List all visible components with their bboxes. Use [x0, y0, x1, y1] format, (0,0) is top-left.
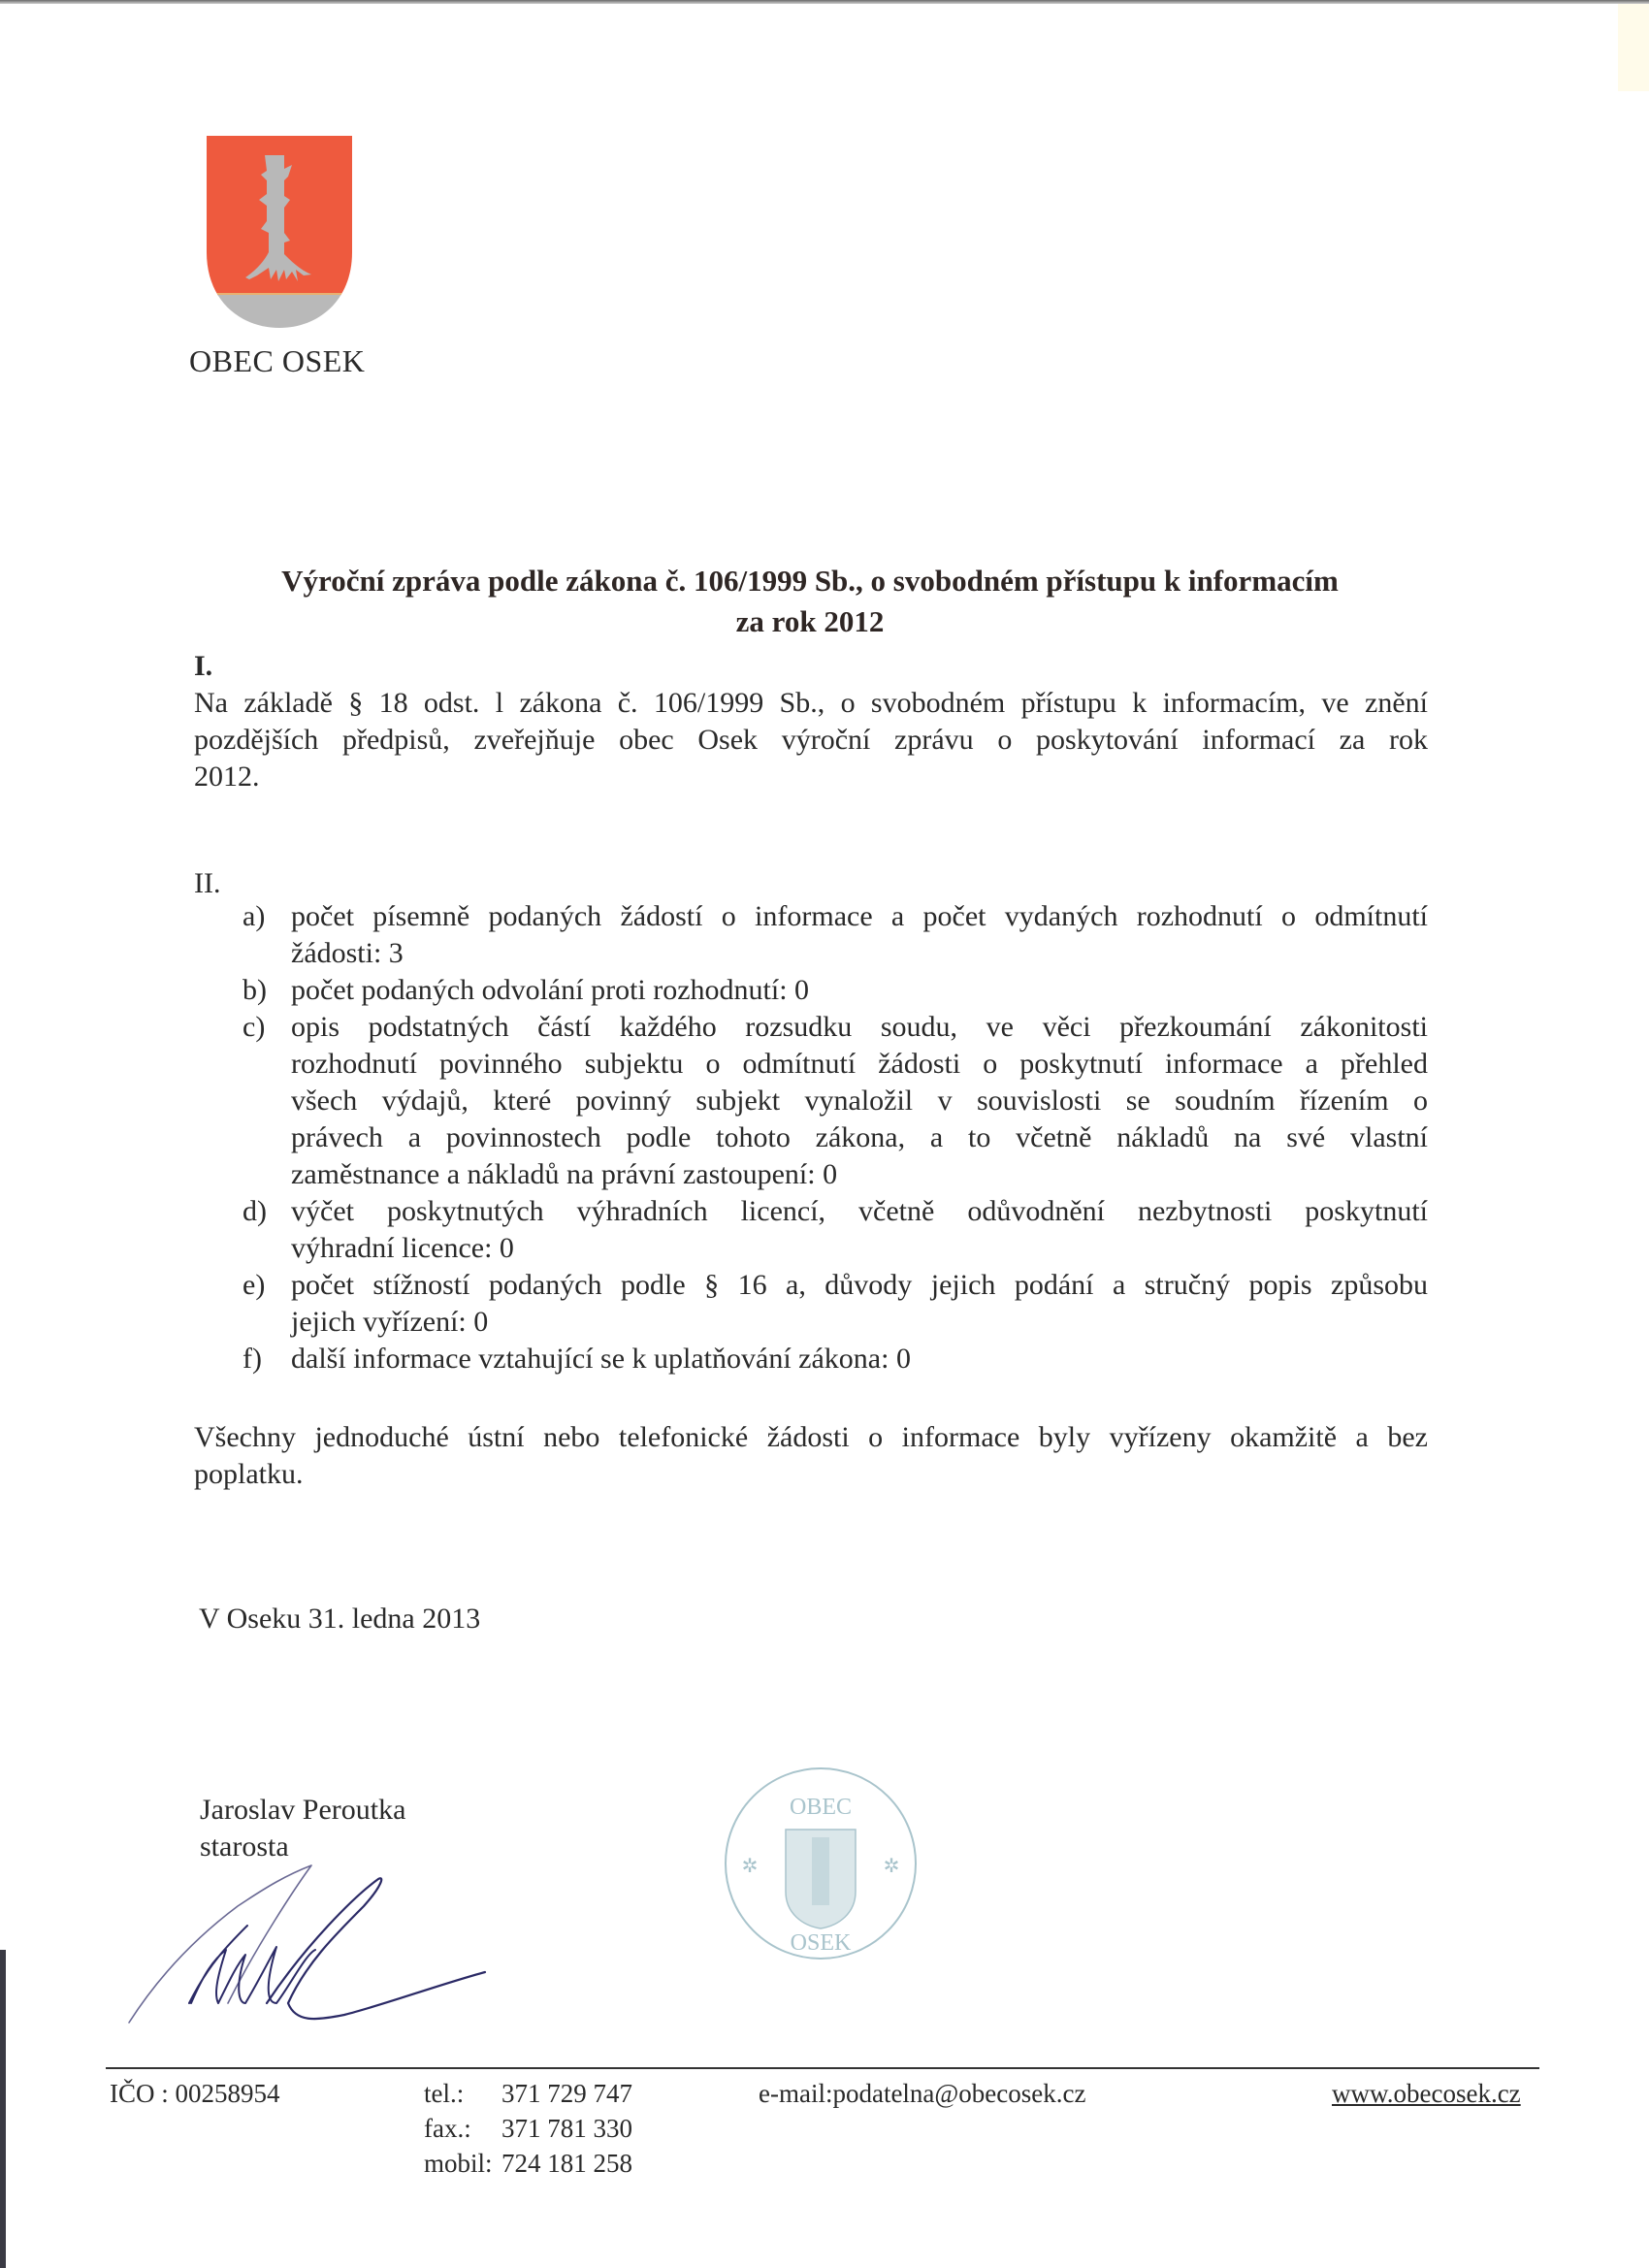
list-line: počet stížností podaných podle § 16 a, důvody jejich podání a stručný popis způsobu — [291, 1269, 1428, 1301]
signatory-name: Jaroslav Peroutka — [200, 1794, 406, 1826]
list-item-e — [242, 1267, 1428, 1341]
paragraph-line: poplatku. — [194, 1458, 304, 1490]
paragraph-line: 2012. — [194, 761, 260, 793]
list-line: počet písemně podaných žádostí o informace a počet vydaných rozhodnutí o odmítnutí — [291, 900, 1428, 932]
stamp-top-text: OBEC — [789, 1795, 853, 1820]
paragraph-line: Všechny jednoduché ústní nebo telefonické žádosti o informace byly vyřízeny okamžitě a bez — [194, 1421, 1428, 1453]
title-line-1: Výroční zpráva podle zákona č. 106/1999 Sb., o svobodném přístupu k informacím — [281, 564, 1339, 598]
official-stamp — [723, 1766, 919, 1961]
list-line: výčet poskytnutých výhradních licencí, včetně odůvodnění nezbytnosti poskytnutí — [291, 1195, 1428, 1227]
mobil-number[interactable]: 724 181 258 — [501, 2149, 632, 2178]
list-line: výhradní licence: 0 — [291, 1232, 514, 1264]
list-line: všech výdajů, které povinný subjekt vynaložil v souvislosti se soudním řízením o — [291, 1085, 1428, 1117]
list-label: b) — [242, 974, 267, 1006]
list-line: právech a povinnostech podle tohoto zákona, a to včetně nákladů na své vlastní — [291, 1121, 1428, 1153]
list-item-c — [242, 1009, 1428, 1193]
star-icon: ✲ — [741, 1856, 759, 1877]
footer-contacts — [424, 2076, 632, 2181]
list-line: další informace vztahující se k uplatňování zákona: 0 — [291, 1343, 911, 1375]
shield-silver-base — [207, 294, 352, 328]
section-2-list — [242, 898, 1428, 1377]
list-line: rozhodnutí povinného subjektu o odmítnutí žádosti o poskytnutí informace a přehled — [291, 1048, 1428, 1080]
list-line: zaměstnance a nákladů na právní zastoupení: 0 — [291, 1158, 838, 1190]
stamp-bottom-text: OSEK — [790, 1930, 852, 1956]
scan-border-top — [0, 0, 1649, 4]
paragraph-line: pozdějších předpisů, zveřejňuje obec Osek výroční zprávu o poskytování informací za rok — [194, 724, 1428, 756]
paragraph-line: Na základě § 18 odst. l zákona č. 106/1999 Sb., o svobodném přístupu k informacím, ve znění — [194, 687, 1428, 719]
coat-of-arms-icon — [207, 136, 352, 328]
list-item-f — [242, 1341, 1428, 1377]
footer-ico: IČO : 00258954 — [110, 2079, 280, 2108]
section-1-paragraph — [194, 685, 1428, 795]
mobil-label: mobil: — [424, 2149, 493, 2178]
footer-divider — [106, 2067, 1539, 2069]
list-label: a) — [242, 900, 266, 932]
star-icon: ✲ — [883, 1856, 900, 1877]
section-2-heading: II. — [194, 867, 221, 899]
tel-number[interactable]: 371 729 747 — [501, 2079, 632, 2108]
title-line-2: za rok 2012 — [735, 604, 885, 638]
place-date: V Oseku 31. ledna 2013 — [199, 1603, 481, 1635]
organization-name: OBEC OSEK — [189, 343, 366, 378]
list-line: jejich vyřízení: 0 — [291, 1306, 489, 1338]
list-label: c) — [242, 1011, 266, 1043]
closing-paragraph — [194, 1419, 1428, 1493]
fax-number: 371 781 330 — [501, 2114, 632, 2143]
list-label: d) — [242, 1195, 267, 1227]
list-item-d — [242, 1193, 1428, 1267]
scan-border-left — [0, 1950, 6, 2268]
footer-website-link[interactable]: www.obecosek.cz — [1332, 2079, 1521, 2108]
tel-label: tel.: — [424, 2079, 465, 2108]
fax-label: fax.: — [424, 2114, 471, 2143]
list-label: f) — [242, 1343, 262, 1375]
list-item-b — [242, 972, 1428, 1009]
section-1-heading: I. — [194, 650, 213, 682]
list-line: žádosti: 3 — [291, 937, 404, 969]
document-title — [194, 561, 1426, 642]
scan-border-right — [1618, 4, 1649, 91]
list-line: opis podstatných částí každého rozsudku soudu, ve věci přezkoumání zákonitosti — [291, 1011, 1428, 1043]
handwritten-signature — [121, 1858, 490, 2027]
list-item-a — [242, 898, 1428, 972]
signatory-role: starosta — [200, 1831, 289, 1863]
list-line: počet podaných odvolání proti rozhodnutí: 0 — [291, 974, 810, 1006]
list-label: e) — [242, 1269, 266, 1301]
footer-email[interactable]: e-mail:podatelna@obecosek.cz — [759, 2079, 1086, 2108]
